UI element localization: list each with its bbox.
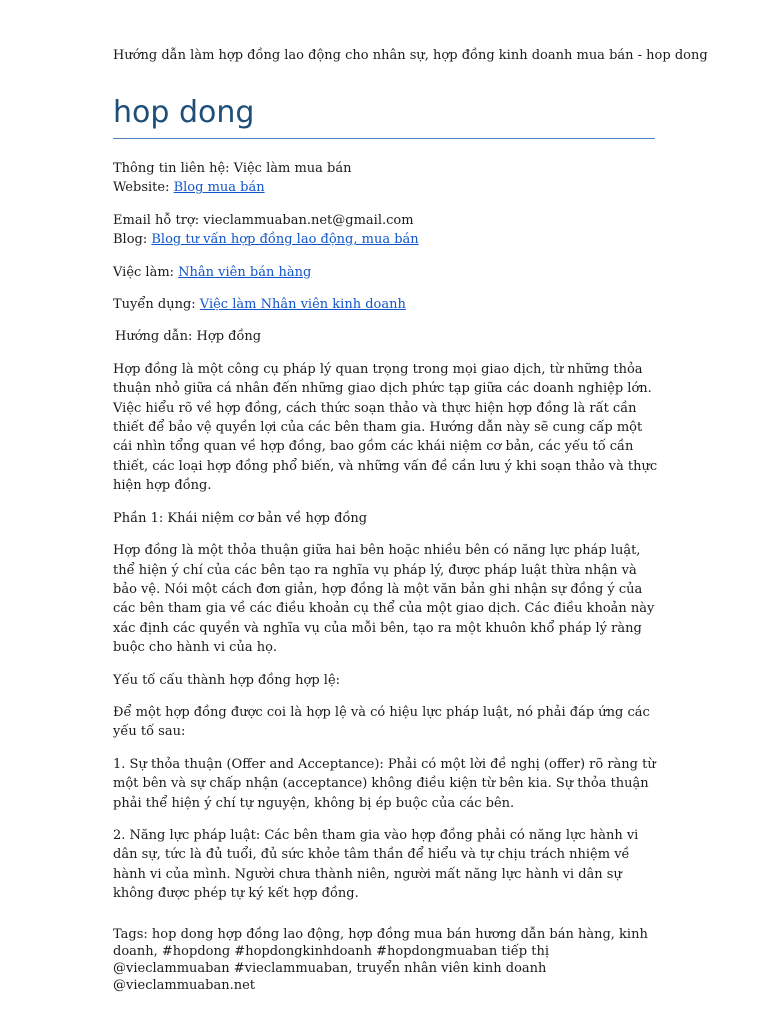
document-content — [113, 159, 658, 917]
contact-info: Thông tin liên hệ: Việc làm mua bán — [113, 161, 352, 176]
blog-label: Blog: — [113, 232, 152, 248]
website-link[interactable]: Blog mua bán — [173, 180, 265, 196]
job-link[interactable]: Nhân viên bán hàng — [178, 264, 312, 280]
document-title: hop dong — [113, 95, 255, 130]
element-item-offer: 1. Sự thỏa thuận (Offer and Acceptance): Phải có một lời đề nghị (offer) rõ ràng từ một bên và sự chấp nhận (acceptance) không điều kiện từ bên kia. Sự thỏa thuận phải thể hiện ý chí tự nguyện, không bị ép buộc của các bên. — [113, 756, 656, 811]
job-label: Việc làm: — [113, 264, 179, 280]
tags-footer: Tags: hop dong hợp đồng lao động, hợp đồng mua bán hương dẫn bán hàng, kinh doanh, #hopdong #hopdongkinhdoanh #hopdongmuaban tiếp thị @vieclammuaban #vieclammuaban, truyển nhân viên kinh doanh @vieclammuaban.net — [113, 927, 648, 993]
guide-line: Hướng dẫn: Hợp đồng — [115, 329, 262, 345]
support-block — [113, 211, 658, 250]
recruit-line — [113, 295, 658, 314]
elements-intro: Để một hợp đồng được coi là hợp lệ và có hiệu lực pháp luật, nó phải đáp ứng các yếu tố sau: — [113, 704, 650, 740]
elements-heading: Yếu tố cấu thành hợp đồng hợp lệ: — [113, 672, 341, 688]
part1-heading: Phần 1: Khái niệm cơ bản về hợp đồng — [113, 510, 368, 526]
part1-paragraph: Hợp đồng là một thỏa thuận giữa hai bên hoặc nhiều bên có năng lực pháp luật, thể hiện ý chí của các bên tạo ra nghĩa vụ pháp lý, được pháp luật thừa nhận và bảo vệ. Nói một cách đơn giản, hợp đồng là một văn bản ghi nhận sự đồng ý của các bên tham gia về các điều khoản cụ thể của một giao dịch. Các điều khoản này xác định các quyền và nghĩa vụ của mỗi bên, tạo ra một khuôn khổ pháp lý ràng buộc cho hành vi của họ. — [113, 543, 655, 656]
recruit-label: Tuyển dụng: — [113, 297, 200, 313]
website-label: Website: — [113, 180, 174, 196]
title-divider — [113, 138, 655, 139]
blog-link[interactable]: Blog tư vấn hợp đồng lao động, mua bán — [151, 232, 419, 248]
contact-block — [113, 159, 658, 198]
email-text: Email hỗ trợ: vieclammuaban.net@gmail.com — [113, 212, 414, 228]
recruit-link[interactable]: Việc làm Nhân viên kinh doanh — [199, 297, 406, 313]
intro-paragraph: Hợp đồng là một công cụ pháp lý quan trọng trong mọi giao dịch, từ những thỏa thuận nhỏ giữa cá nhân đến những giao dịch phức tạp giữa các doanh nghiệp lớn. Việc hiểu rõ về hợp đồng, cách thức soạn thảo và thực hiện hợp đồng là rất cần thiết để bảo vệ quyền lợi của các bên tham gia. Hướng dẫn này sẽ cung cấp một cái nhìn tổng quan về hợp đồng, bao gồm các khái niệm cơ bản, các yếu tố cần thiết, các loại hợp đồng phổ biến, và những vấn đề cần lưu ý khi soạn thảo và thực hiện hợp đồng. — [113, 361, 658, 494]
element-item-capacity: 2. Năng lực pháp luật: Các bên tham gia vào hợp đồng phải có năng lực hành vi dân sự, tức là đủ tuổi, đủ sức khỏe tâm thần để hiểu và tự chịu trách nhiệm về hành vi của mình. Người chưa thành niên, người mất năng lực hành vi dân sự không được phép tự ký kết hợp đồng. — [113, 827, 639, 902]
job-line — [113, 263, 658, 282]
page-header: Hướng dẫn làm hợp đồng lao động cho nhân sự, hợp đồng kinh doanh mua bán - hop dong — [113, 48, 708, 63]
